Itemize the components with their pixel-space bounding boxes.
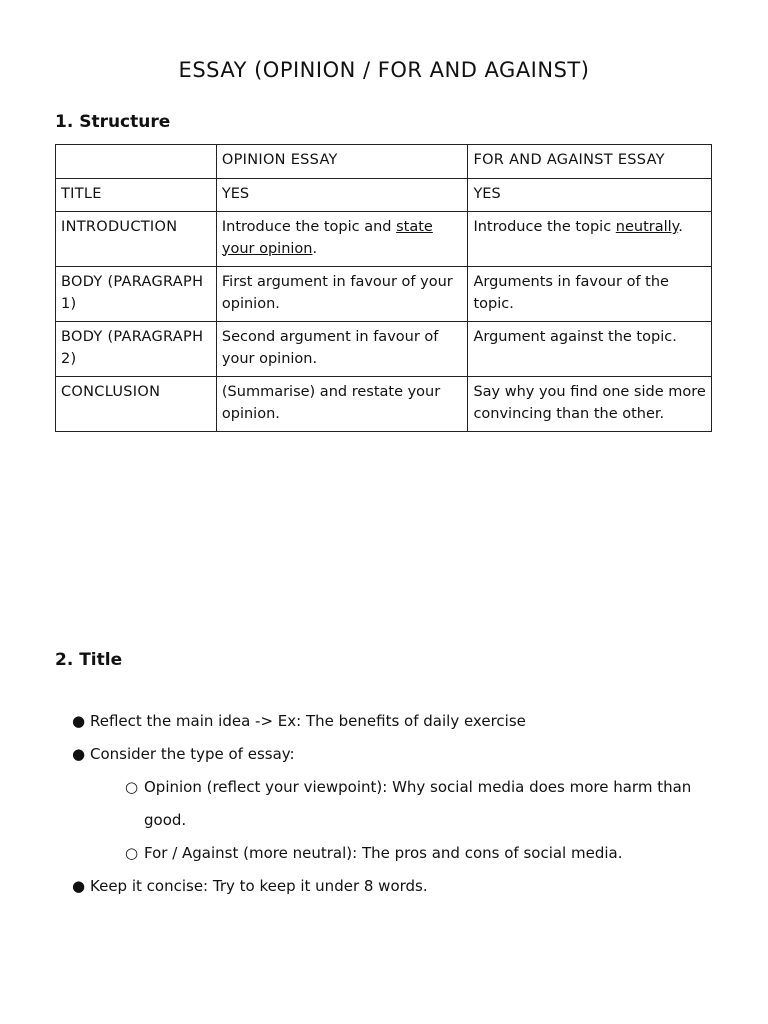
cell-text: Introduce the topic and [221, 219, 397, 235]
section-heading-title: 2. Title [55, 650, 123, 670]
list-item-text: Consider the type of essay: [90, 745, 295, 763]
opinion-cell: Second argument in favour of your opinion. [216, 322, 468, 377]
header-cell-empty [56, 145, 217, 179]
sub-list-item-text: For / Against (more neutral): The pros and cons of social media. [144, 844, 623, 862]
bullet-icon: ● [72, 712, 86, 730]
sub-list-item-text: Opinion (reflect your viewpoint): Why social media does more harm than good. [144, 778, 692, 829]
list-item [70, 738, 730, 870]
structure-table [55, 144, 712, 432]
for-against-cell: Say why you find one side more convincing than the other. [468, 377, 712, 432]
header-cell-for-against: FOR AND AGAINST ESSAY [468, 145, 712, 179]
table-row [56, 377, 712, 432]
row-label: CONCLUSION [56, 377, 217, 432]
list-item [70, 705, 730, 738]
list-item-text: Keep it concise: Try to keep it under 8 words. [90, 877, 428, 895]
circle-bullet-icon: ○ [125, 778, 139, 796]
list-item-text: Reflect the main idea -> Ex: The benefits of daily exercise [90, 712, 526, 730]
essay-type-sublist [90, 771, 730, 870]
table-row [56, 212, 712, 267]
opinion-cell: YES [216, 178, 468, 212]
list-item [70, 870, 730, 903]
sub-list-item [125, 837, 730, 870]
row-label: INTRODUCTION [56, 212, 217, 267]
for-against-cell: Arguments in favour of the topic. [468, 267, 712, 322]
underlined-text: state your opinion [221, 219, 433, 257]
row-label: BODY (PARAGRAPH 1) [56, 267, 217, 322]
bullet-icon: ● [72, 877, 86, 895]
row-label: BODY (PARAGRAPH 2) [56, 322, 217, 377]
section-heading-structure: 1. Structure [55, 112, 171, 132]
circle-bullet-icon: ○ [125, 844, 139, 862]
cell-text: Introduce the topic [473, 219, 616, 235]
opinion-cell [216, 212, 468, 267]
row-label: TITLE [56, 178, 217, 212]
cell-text: . [312, 240, 318, 257]
for-against-cell: YES [468, 178, 712, 212]
table-header-row [56, 145, 712, 179]
bullet-icon: ● [72, 745, 86, 763]
opinion-cell: (Summarise) and restate your opinion. [216, 377, 468, 432]
cell-text: . [678, 219, 683, 235]
for-against-cell: Argument against the topic. [468, 322, 712, 377]
underlined-text: neutrally [615, 219, 679, 235]
table-row [56, 267, 712, 322]
header-cell-opinion: OPINION ESSAY [216, 145, 468, 179]
title-tips-list [70, 705, 730, 903]
page-title: ESSAY (OPINION / FOR AND AGAINST) [178, 58, 590, 82]
table-row [56, 322, 712, 377]
table-row [56, 178, 712, 212]
opinion-cell: First argument in favour of your opinion. [216, 267, 468, 322]
for-against-cell [468, 212, 712, 267]
sub-list-item [125, 771, 730, 837]
